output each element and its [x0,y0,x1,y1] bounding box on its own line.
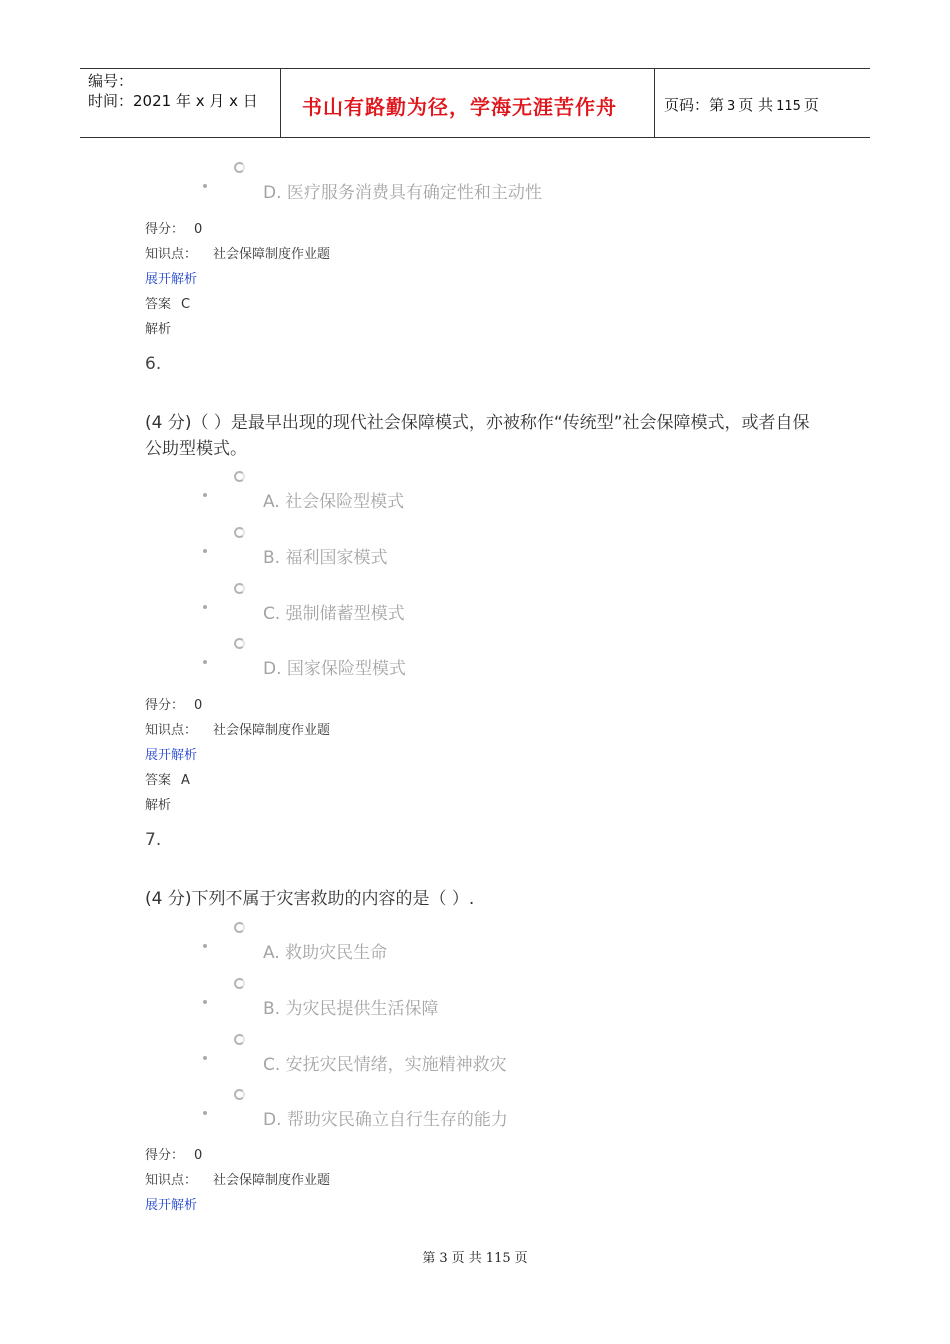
option-label: A. 救助灾民生命 [263,943,388,963]
header-page-info [664,94,819,115]
code-label: 编号： [88,72,134,90]
option-label: B. 为灾民提供生活保障 [263,999,439,1019]
page-mid: 页 共 [738,96,774,114]
header-meta [88,71,258,111]
option-label: D. 国家保险型模式 [263,659,406,679]
header-divider [280,69,281,137]
option-d[interactable] [200,638,800,688]
analysis-label: 解析 [145,798,172,813]
option-label: C. 强制储蓄型模式 [263,604,405,624]
header-motto: 书山有路勤为径，学海无涯苦作舟 [302,95,617,119]
page-header [80,68,870,138]
radio-icon[interactable] [234,1034,245,1045]
option-a[interactable] [200,922,800,972]
score-line: 得分： 0 [145,698,203,713]
option-label: A. 社会保险型模式 [263,492,405,512]
bullet-icon [203,660,207,664]
bullet-icon [203,1000,207,1004]
page-prefix: 页码：第 [664,96,725,114]
question-text: (4 分)（ ）是最早出现的现代社会保障模式，亦被称作“传统型”社会保障模式，或者自保公助型模式。 [145,413,810,459]
radio-icon[interactable] [234,638,245,649]
bullet-icon [203,184,207,188]
knowledge-point: 知识点： 社会保障制度作业题 [145,723,331,738]
page-suffix: 页 [803,96,819,114]
question-number: 6. [145,354,162,374]
bullet-icon [203,549,207,553]
radio-icon[interactable] [234,1089,245,1100]
bullet-icon [203,1111,207,1115]
option-label: D. 帮助灾民确立自行生存的能力 [263,1110,508,1130]
option-c[interactable] [200,1034,800,1084]
question-number: 7. [145,830,162,850]
option-label: B. 福利国家模式 [263,548,388,568]
bullet-icon [203,944,207,948]
answer-line: 答案 A [145,773,190,788]
radio-icon[interactable] [234,162,245,173]
header-divider [654,69,655,137]
radio-icon[interactable] [234,471,245,482]
bullet-icon [203,1056,207,1060]
answer-line: 答案 C [145,297,191,312]
expand-analysis-link[interactable]: 展开解析 [145,272,198,287]
page-current: 3 [727,99,736,114]
option-b[interactable] [200,978,800,1028]
option-d[interactable] [200,162,800,212]
radio-icon[interactable] [234,583,245,594]
radio-icon[interactable] [234,978,245,989]
bullet-icon [203,605,207,609]
footer-page-total: 115 [485,1251,511,1266]
option-b[interactable] [200,527,800,577]
knowledge-point: 知识点： 社会保障制度作业题 [145,1173,331,1188]
page-total: 115 [776,99,801,114]
option-label: D. 医疗服务消费具有确定性和主动性 [263,183,542,203]
option-d[interactable] [200,1089,800,1139]
radio-icon[interactable] [234,527,245,538]
bullet-icon [203,493,207,497]
knowledge-point: 知识点： 社会保障制度作业题 [145,247,331,262]
option-label: C. 安抚灾民情绪，实施精神救灾 [263,1055,507,1075]
score-line: 得分： 0 [145,1148,203,1163]
radio-icon[interactable] [234,922,245,933]
score-line: 得分： 0 [145,222,203,237]
footer-page-current: 3 [439,1251,448,1266]
option-a[interactable] [200,471,800,521]
time-label: 时间：2021 年 x 月 x 日 [88,92,258,110]
question-text: (4 分)下列不属于灾害救助的内容的是（ ）. [145,889,475,909]
option-c[interactable] [200,583,800,633]
expand-analysis-link[interactable]: 展开解析 [145,1198,198,1213]
analysis-label: 解析 [145,322,172,337]
expand-analysis-link[interactable]: 展开解析 [145,748,198,763]
page-footer: 第 3 页 共 115 页 [422,1251,528,1266]
